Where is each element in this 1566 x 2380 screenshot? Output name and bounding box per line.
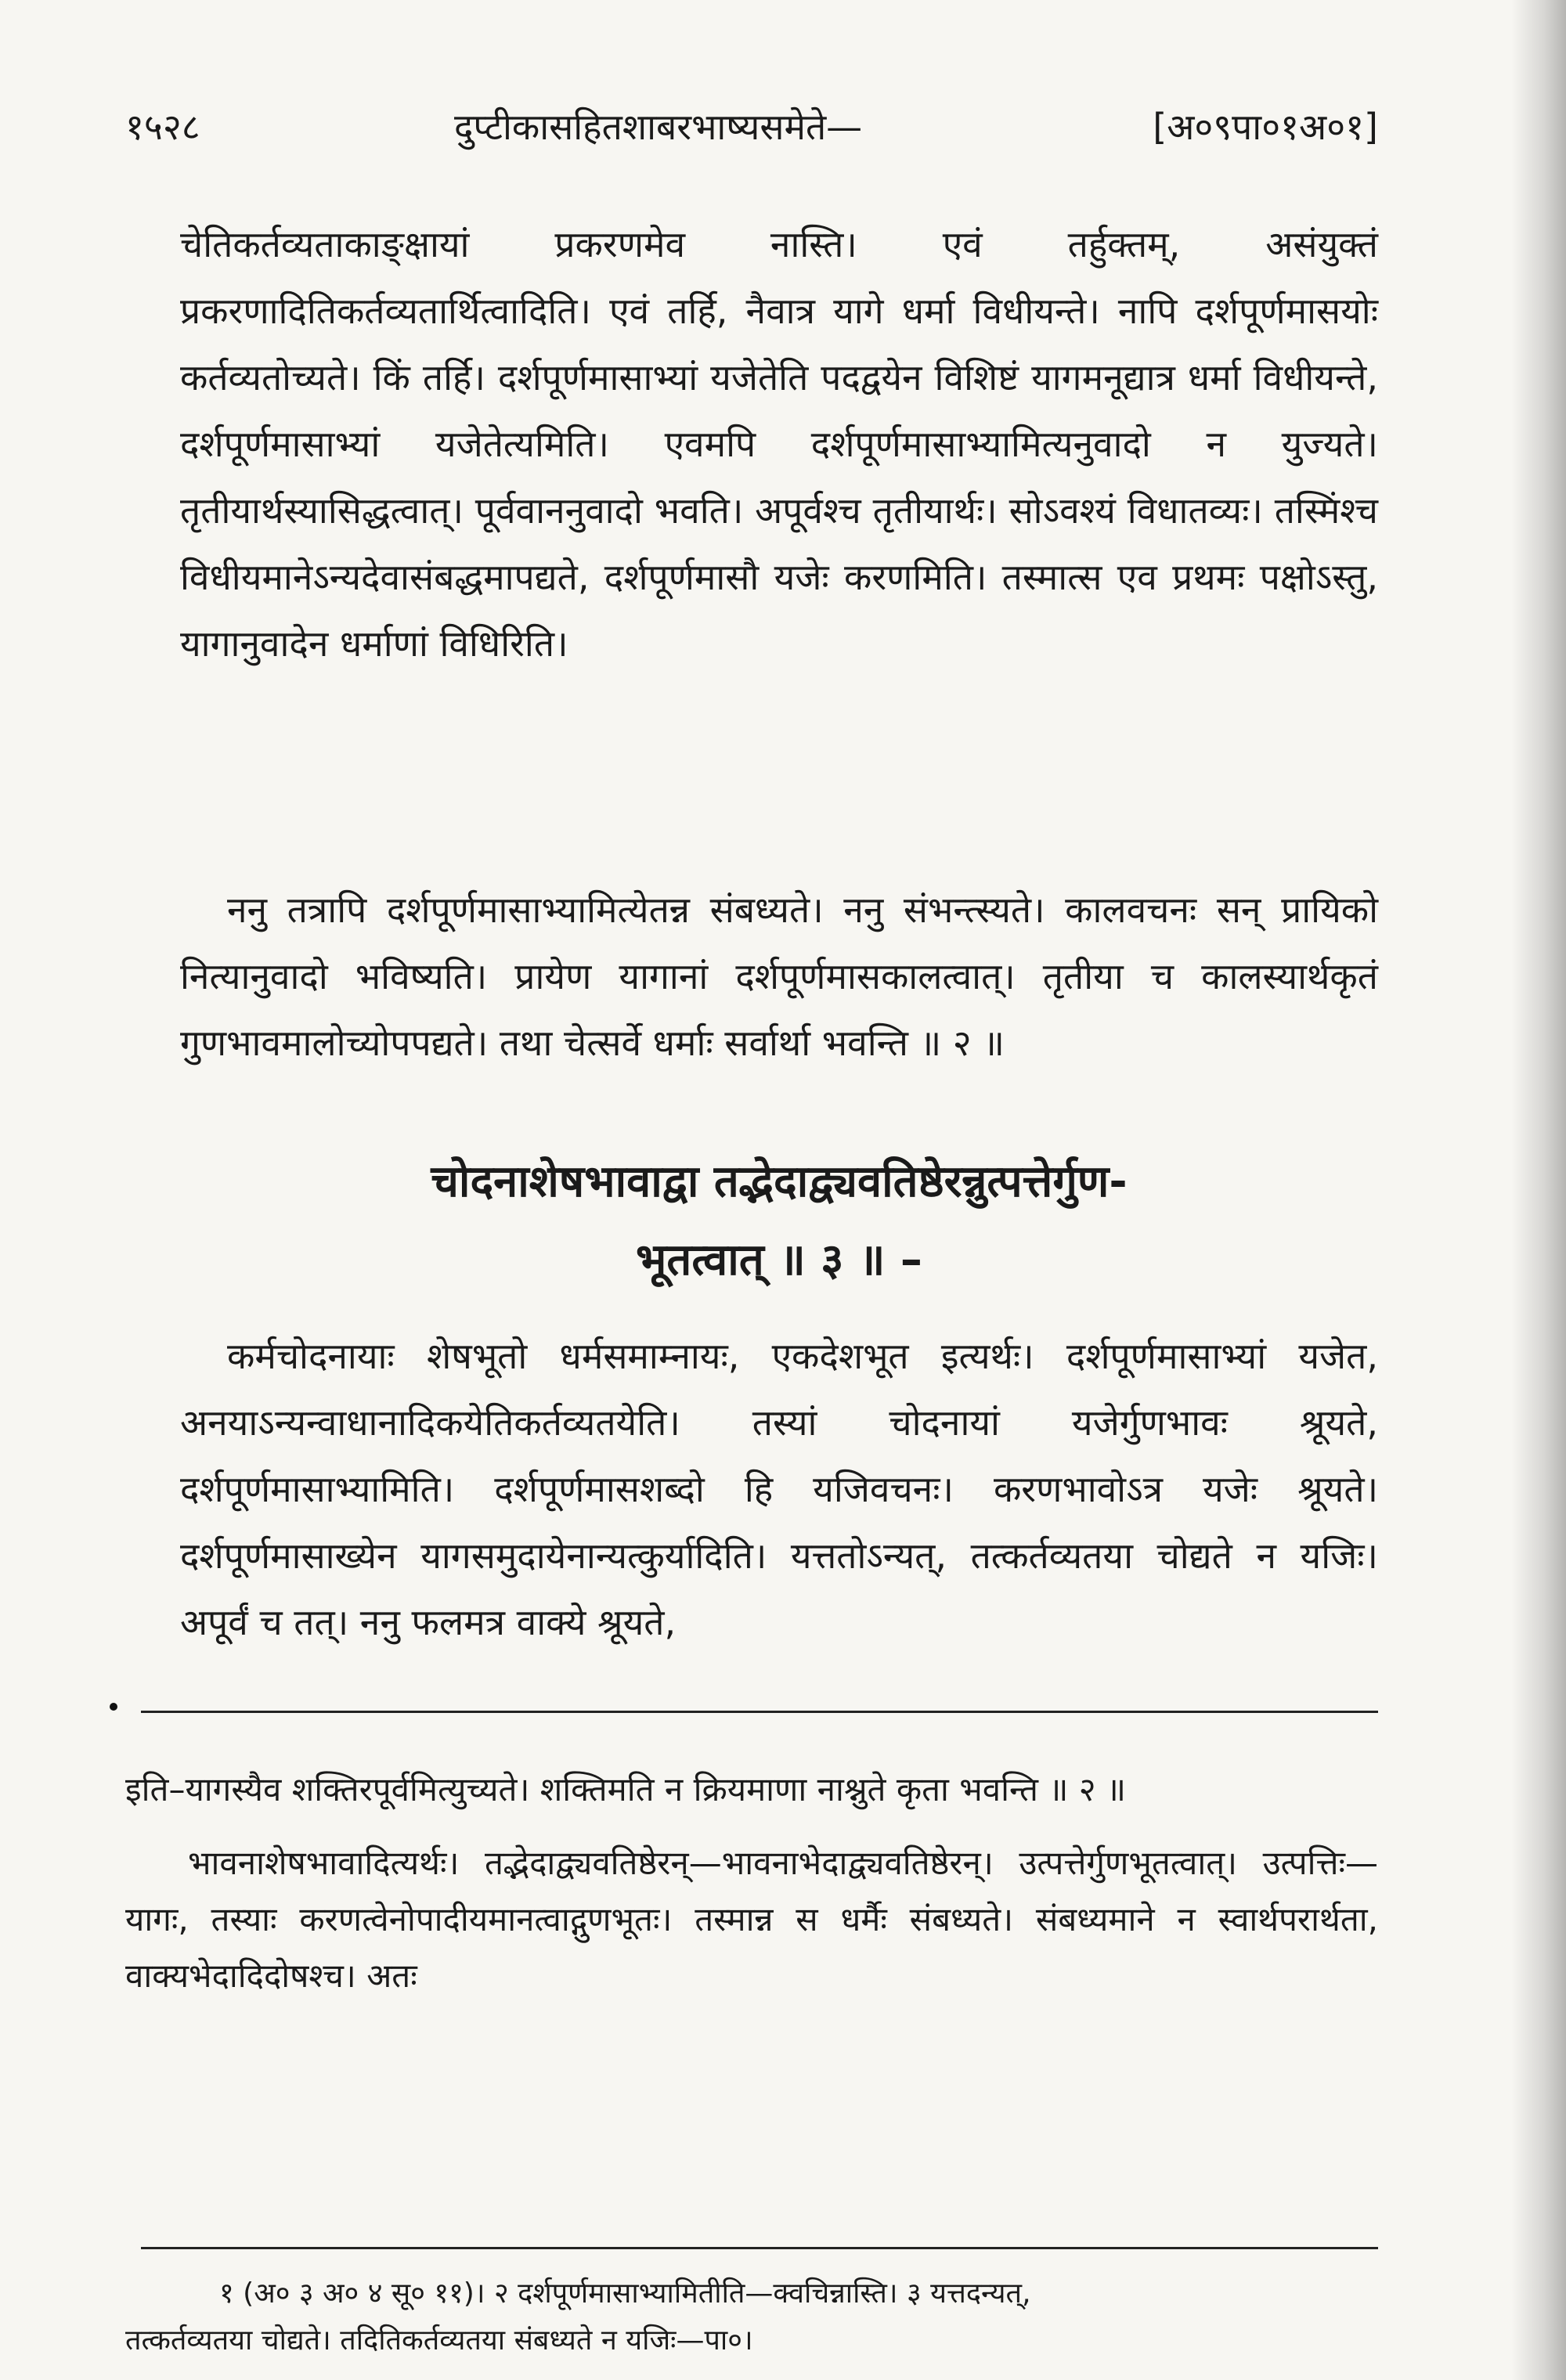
main-text-middle	[180, 877, 1378, 1076]
page-number: १५२८	[125, 106, 200, 148]
sutra-heading	[180, 1143, 1378, 1300]
footnote-line-1: १ (अ० ३ अ० ४ सू० ११)। २ दर्शपूर्णमासाभ्यामितीति—क्वचिन्नास्ति। ३ यत्तदन्यत्,	[219, 2277, 1031, 2310]
section-reference: [अ०९पा०१अ०१]	[1153, 106, 1378, 148]
main-paragraph-1: चेतिकर्तव्यताकाङ्क्षायां प्रकरणमेव नास्ति। एवं तर्हुक्तम्, असंयुक्तं प्रकरणादितिकर्तव्यतार्थित्वादिति। एवं तर्हि, नैवात्र यागे धर्मा विधीयन्ते। नापि दर्शपूर्णमासयोः कर्तव्यतोच्यते। किं तर्हि। दर्शपूर्णमासाभ्यां यजेतेति पदद्वयेन विशिष्टं यागमनूद्यात्र धर्मा विधीयन्ते, दर्शपूर्णमासाभ्यां यजेतेत्यमिति। एवमपि दर्शपूर्णमासाभ्यामित्यनुवादो न युज्यते। तृतीयार्थस्यासिद्धत्वात्। पूर्ववाननुवादो भवति। अपूर्वश्च तृतीयार्थः। सोऽवश्यं विधातव्यः। तस्मिंश्च विधीयमानेऽन्यदेवासंबद्धमापद्यते, दर्शपूर्णमासौ यजेः करणमिति। तस्मात्स एव प्रथमः पक्षोऽस्तु, यागानुवादेन धर्माणां विधिरिति।	[180, 223, 1378, 665]
sutra-line-1: चोदनाशेषभावाद्वा तद्भेदाद्व्यवतिष्ठेरन्नुत्पत्तेर्गुण-	[431, 1156, 1128, 1207]
footnote-line-2: तत्कर्तव्यतया चोद्यते। तदितिकर्तव्यतया संबध्यते न यजिः—पा०।	[125, 2324, 753, 2357]
sutra-line-2: भूतत्वात् ॥ ३ ॥ –	[636, 1235, 922, 1286]
commentary-paragraph-2: भावनाशेषभावादित्यर्थः। तद्भेदाद्व्यवतिष्ठेरन्—भावनाभेदाद्व्यवतिष्ठेरन्। उत्पत्तेर्गुणभूतत्वात्। उत्पत्तिः—यागः, तस्याः करणत्वेनोपादीयमानत्वाद्गुणभूतः। तस्मान्न स धर्मैः संबध्यते। संबध्यमाने न स्वार्थपरार्थता, वाक्यभेदादिदोषश्च। अतः	[125, 1844, 1378, 1995]
commentary-divider	[141, 1711, 1378, 1713]
footnote-divider	[141, 2247, 1378, 2249]
main-paragraph-3: कर्मचोदनायाः शेषभूतो धर्मसमाम्नायः, एकदेशभूत इत्यर्थः। दर्शपूर्णमासाभ्यां यजेत, अनयाऽन्यन्वाधानादिकयेतिकर्तव्यतयेति। तस्यां चोदनायां यजेर्गुणभावः श्रूयते, दर्शपूर्णमासाभ्यामिति। दर्शपूर्णमासशब्दो हि यजिवचनः। करणभावोऽत्र यजेः श्रूयते। दर्शपूर्णमासाख्येन यागसमुदायेनान्यत्कुर्यादिति। यत्ततोऽन्यत्, तत्कर्तव्यतया चोद्यते न यजिः। अपूर्वं च तत्। ननु फलमत्र वाक्ये श्रूयते,	[180, 1335, 1378, 1643]
running-title: दुप्टीकासहितशाबरभाष्यसमेते—	[454, 106, 863, 148]
page-edge-shadow	[1511, 0, 1566, 2380]
main-text-upper	[180, 211, 1378, 677]
running-header	[125, 102, 1378, 164]
commentary-paragraph-1: इति–यागस्यैव शक्तिरपूर्वमित्युच्यते। शक्तिमति न क्रियमाणा नाश्नुते कृता भवन्ति ॥ २ ॥	[125, 1770, 1127, 1808]
footnotes	[125, 2270, 1378, 2364]
main-paragraph-2: ननु तत्रापि दर्शपूर्णमासाभ्यामित्येतन्न संबध्यते। ननु संभन्त्स्यते। कालवचनः सन् प्रायिको नित्यानुवादो भविष्यति। प्रायेण यागानां दर्शपूर्णमासकालत्वात्। तृतीया च कालस्यार्थकृतं गुणभावमालोच्योपपद्यते। तथा चेत्सर्वे धर्माः सर्वार्था भवन्ति ॥ २ ॥	[180, 889, 1378, 1064]
commentary-section	[125, 1762, 1378, 2021]
main-text-lower	[180, 1323, 1378, 1656]
margin-dot	[110, 1703, 117, 1711]
